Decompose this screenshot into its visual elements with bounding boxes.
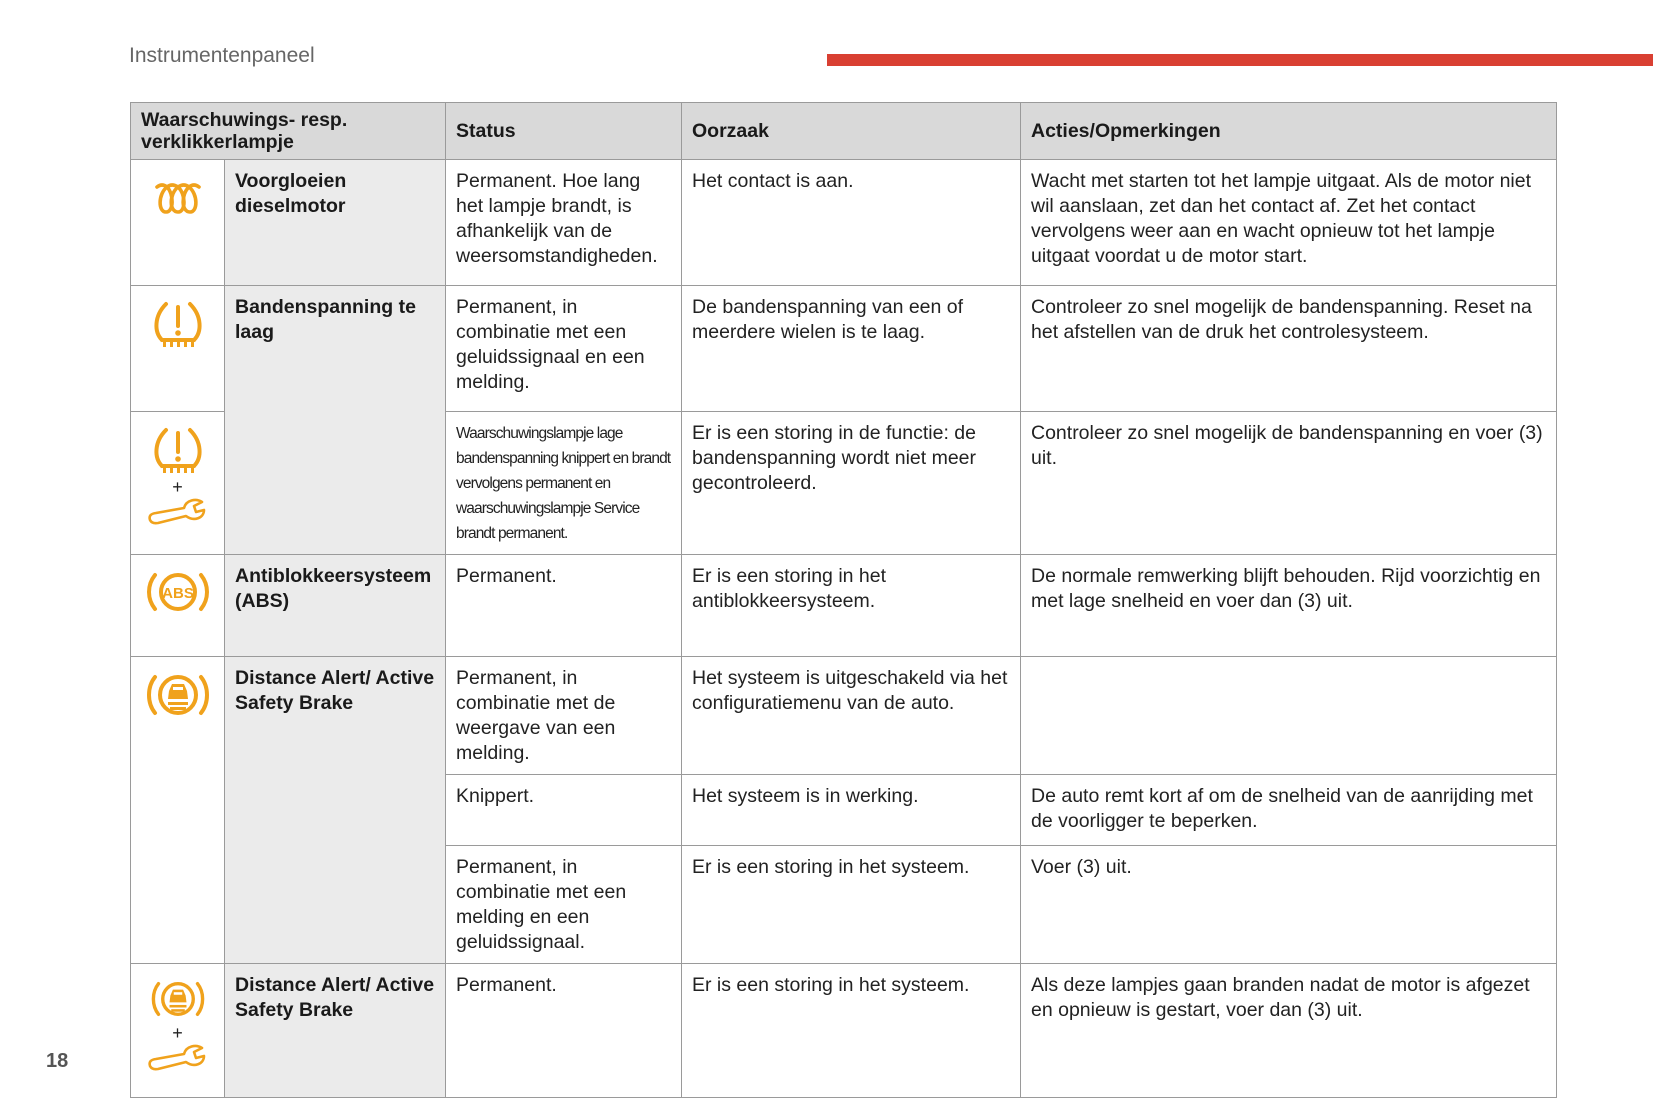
action-cell: Controleer zo snel mogelijk de bandenspanning en voer (3) uit. — [1021, 412, 1557, 555]
plus-sign: + — [172, 477, 183, 497]
status-cell: Permanent. — [446, 555, 682, 657]
icon-cell — [131, 286, 225, 412]
status-cell: Permanent, in combinatie met de weergave van een melding. — [446, 657, 682, 775]
status-cell: Waarschuwingslampje lage bandenspanning knippert en brandt vervolgens permanent en waarschuwingslampje Service brandt permanent. — [446, 412, 682, 555]
column-header-lamp: Waarschuwings- resp. verklikkerlampje — [131, 103, 446, 160]
table-row — [131, 964, 1557, 1098]
action-cell: Voer (3) uit. — [1021, 846, 1557, 964]
action-cell — [1021, 657, 1557, 775]
table-row — [131, 286, 1557, 412]
status-cell: Permanent. — [446, 964, 682, 1098]
cause-cell: Het systeem is in werking. — [682, 775, 1021, 846]
lamp-name: Voorgloeien dieselmotor — [225, 160, 446, 286]
wrench-icon — [146, 496, 210, 526]
distance-alert-icon — [145, 669, 211, 721]
abs-icon-label: ABS — [161, 585, 194, 602]
status-cell: Permanent, in combinatie met een melding en een geluidssignaal. — [446, 846, 682, 964]
lamp-name: Antiblokkeersysteem (ABS) — [225, 555, 446, 657]
icon-cell — [131, 555, 225, 657]
section-title: Instrumentenpaneel — [129, 44, 315, 67]
icon-cell — [131, 160, 225, 286]
lamp-name: Distance Alert/ Active Safety Brake — [225, 964, 446, 1098]
lamp-name: Distance Alert/ Active Safety Brake — [225, 657, 446, 964]
table-header-row — [131, 103, 1557, 160]
tyre-pressure-icon — [152, 298, 204, 350]
column-header-status: Status — [446, 103, 682, 160]
column-header-actions: Acties/Opmerkingen — [1021, 103, 1557, 160]
page-number: 18 — [46, 1050, 69, 1072]
tyre-pressure-icon — [152, 424, 204, 476]
cause-cell: Er is een storing in het systeem. — [682, 846, 1021, 964]
glow-plug-icon — [154, 182, 202, 218]
action-cell: Controleer zo snel mogelijk de bandenspanning. Reset na het afstellen van de druk het controlesysteem. — [1021, 286, 1557, 412]
cause-cell: Het contact is aan. — [682, 160, 1021, 286]
icon-cell — [131, 964, 225, 1098]
abs-icon — [145, 567, 211, 617]
column-header-cause: Oorzaak — [682, 103, 1021, 160]
status-cell: Permanent. Hoe lang het lampje brandt, is afhankelijk van de weersomstandigheden. — [446, 160, 682, 286]
action-cell: Als deze lampjes gaan branden nadat de motor is afgezet en opnieuw is gestart, voer dan (3) uit. — [1021, 964, 1557, 1098]
action-cell: De auto remt kort af om de snelheid van de aanrijding met de voorligger te beperken. — [1021, 775, 1557, 846]
icon-cell — [131, 412, 225, 555]
accent-bar — [827, 54, 1653, 66]
distance-alert-icon — [150, 976, 206, 1022]
action-cell: De normale remwerking blijft behouden. Rijd voorzichtig en met lage snelheid en voer dan (3) uit. — [1021, 555, 1557, 657]
icon-cell — [131, 657, 225, 964]
table-row — [131, 555, 1557, 657]
table-row — [131, 160, 1557, 286]
status-cell: Permanent, in combinatie met een geluidssignaal en een melding. — [446, 286, 682, 412]
warning-lamps-table — [130, 102, 1557, 1098]
lamp-name: Bandenspanning te laag — [225, 286, 446, 555]
table-row — [131, 657, 1557, 775]
status-cell: Knippert. — [446, 775, 682, 846]
plus-sign: + — [172, 1023, 183, 1043]
cause-cell: De bandenspanning van een of meerdere wielen is te laag. — [682, 286, 1021, 412]
cause-cell: Het systeem is uitgeschakeld via het configuratiemenu van de auto. — [682, 657, 1021, 775]
cause-cell: Er is een storing in de functie: de bandenspanning wordt niet meer gecontroleerd. — [682, 412, 1021, 555]
wrench-icon — [146, 1042, 210, 1072]
cause-cell: Er is een storing in het antiblokkeersysteem. — [682, 555, 1021, 657]
cause-cell: Er is een storing in het systeem. — [682, 964, 1021, 1098]
action-cell: Wacht met starten tot het lampje uitgaat. Als de motor niet wil aanslaan, zet dan het contact af. Zet het contact vervolgens weer aan en wacht opnieuw tot het lampje uitgaat voordat u de motor start. — [1021, 160, 1557, 286]
